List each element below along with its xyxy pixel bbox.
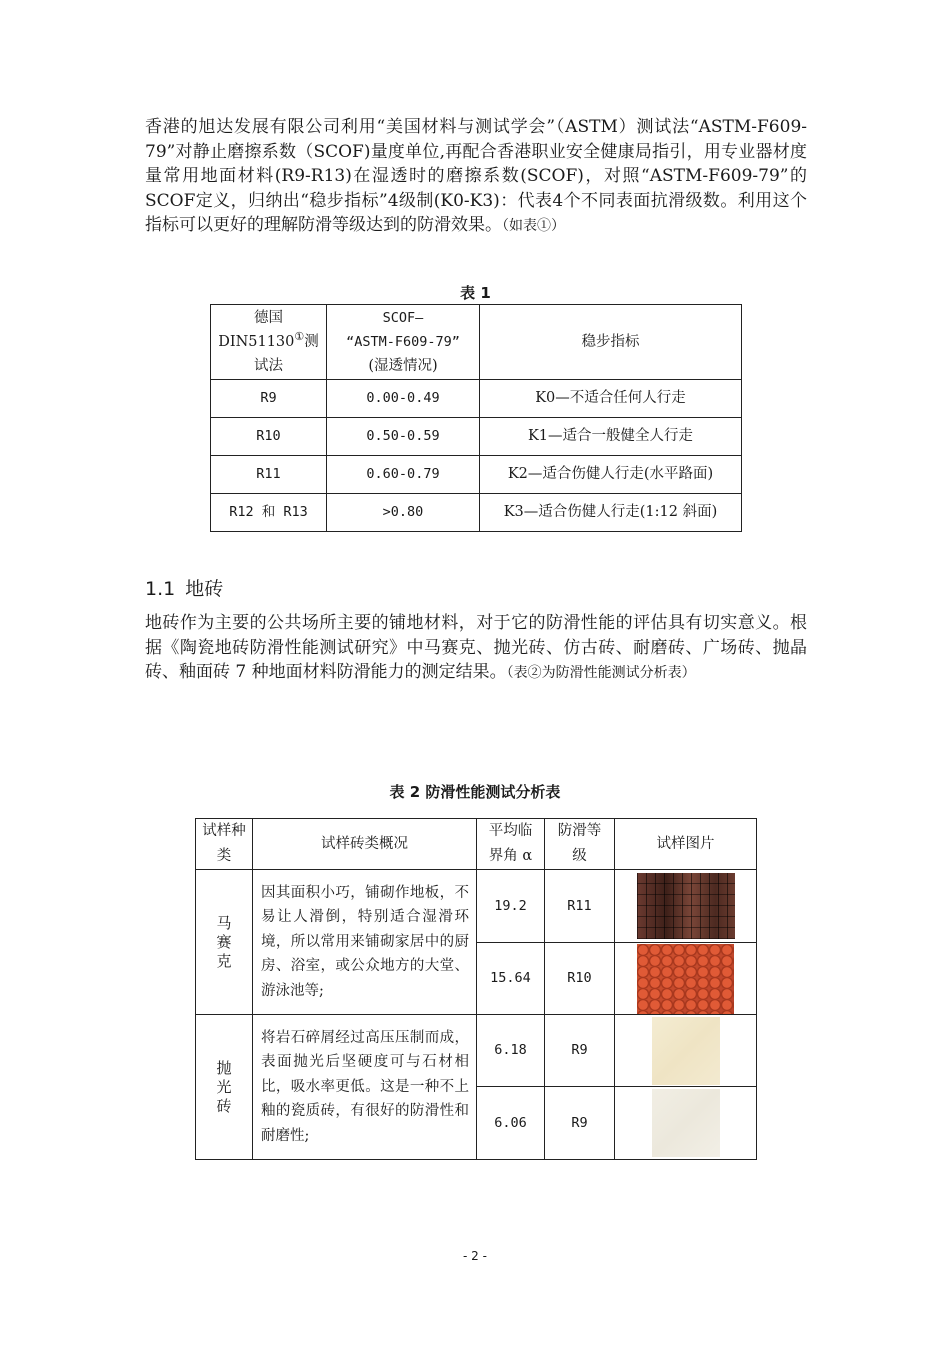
din-cell: R10 <box>211 418 327 456</box>
intro-text: 香港的旭达发展有限公司利用“美国材料与测试学会”（ASTM）测试法“ASTM-F609-79”对静止磨擦系数（SCOF)量度单位,再配合香港职业安全健康局指引，用专业器材度量常用地面材料(R9-R13)在湿透时的磨擦系数(SCOF)，对照“ASTM-F609-79”的SCOF定义，归纳出“稳步指标”4级制(K0-K3)：代表4个不同表面抗滑级数。利用这个指标可以更好的理解防滑等级达到的防滑效果。 <box>145 117 807 235</box>
grade-cell: R11 <box>545 870 615 943</box>
din-cell: R12 和 R13 <box>211 494 327 532</box>
desc-cell: 将岩石碎屑经过高压压制而成，表面抛光后坚硬度可与石材相比，吸水率更低。这是一种不上釉的瓷质砖，有很好的防滑性和耐磨性; <box>253 1015 477 1160</box>
scof-cell: 0.50-0.59 <box>327 418 480 456</box>
table2-header-grade: 防滑等级 <box>545 819 615 870</box>
table2-header-image: 试样图片 <box>615 819 757 870</box>
table2-caption: 表 2 防滑性能测试分析表 <box>389 783 561 801</box>
index-cell: K1—适合一般健全人行走 <box>480 418 742 456</box>
din-header-part1: 德国DIN51130 <box>218 310 295 350</box>
desc-cell: 因其面积小巧，铺砌作地板，不易让人滑倒，特别适合湿滑环境，所以常用来铺砌家居中的厨房、浴室，或公众地方的大堂、游泳池等; <box>253 870 477 1015</box>
grade-cell: R9 <box>545 1015 615 1087</box>
din-cell: R9 <box>211 380 327 418</box>
table2-header-type: 试样种类 <box>196 819 253 870</box>
tile-note: （表②为防滑性能测试分析表） <box>506 665 696 681</box>
white-polished-tile-image <box>652 1089 720 1157</box>
tile-text: 地砖作为主要的公共场所主要的铺地材料，对于它的防滑性能的评估具有切实意义。根据《陶瓷地砖防滑性能测试研究》中马赛克、抛光砖、仿古砖、耐磨砖、广场砖、抛晶砖、釉面砖 7 种地面材料防滑能力的测定结果。 <box>145 613 807 682</box>
image-cell <box>615 1015 757 1087</box>
intro-note: （如表①） <box>502 218 565 234</box>
tile-paragraph <box>145 611 807 686</box>
type-label: 马赛克 <box>216 913 232 970</box>
scof-header-line1: SCOF— <box>382 310 424 326</box>
index-cell: K2—适合伤健人行走(水平路面) <box>480 456 742 494</box>
angle-cell: 6.18 <box>477 1015 545 1087</box>
table1-header-scof <box>327 305 480 380</box>
din-cell: R11 <box>211 456 327 494</box>
scof-header-line3: (湿透情况) <box>368 358 438 374</box>
brown-mosaic-tile-image <box>637 873 735 939</box>
scof-cell: >0.80 <box>327 494 480 532</box>
slip-test-analysis-table <box>195 818 757 1160</box>
type-cell <box>196 1015 253 1160</box>
orange-hexagon-mosaic-tile-image <box>637 944 734 1014</box>
scof-cell: 0.00-0.49 <box>327 380 480 418</box>
angle-cell: 6.06 <box>477 1087 545 1160</box>
grade-cell: R9 <box>545 1087 615 1160</box>
table-row <box>196 870 757 943</box>
table2-header-row <box>196 819 757 870</box>
index-cell: K0—不适合任何人行走 <box>480 380 742 418</box>
table-row <box>211 418 742 456</box>
type-label: 抛光砖 <box>216 1058 232 1115</box>
table-row <box>196 1015 757 1087</box>
footnote-marker: ① <box>294 330 305 344</box>
table1-header-index: 稳步指标 <box>480 305 742 380</box>
image-cell <box>615 1087 757 1160</box>
image-cell <box>615 870 757 943</box>
din-header-part2: 测试法 <box>254 334 319 374</box>
table-row <box>211 494 742 532</box>
index-cell: K3—适合伤健人行走(1:12 斜面) <box>480 494 742 532</box>
table2-header-angle: 平均临界角 α <box>477 819 545 870</box>
image-cell <box>615 943 757 1015</box>
angle-cell: 15.64 <box>477 943 545 1015</box>
grade-cell: R10 <box>545 943 615 1015</box>
section-title: 地砖 <box>185 578 224 600</box>
anti-slip-index-table <box>210 304 742 532</box>
table-row <box>211 380 742 418</box>
scof-header-line2: “ASTM-F609-79” <box>346 334 460 350</box>
section-heading <box>145 574 223 601</box>
intro-paragraph <box>145 115 807 239</box>
table1-header-din <box>211 305 327 380</box>
table1-header-row <box>211 305 742 380</box>
table1-caption: 表 1 <box>460 284 491 302</box>
table-row <box>211 456 742 494</box>
table2-header-desc: 试样砖类概况 <box>253 819 477 870</box>
angle-cell: 19.2 <box>477 870 545 943</box>
cream-polished-tile-image <box>652 1017 720 1085</box>
section-number: 1.1 <box>145 578 176 600</box>
page-number: - 2 - <box>463 1249 487 1263</box>
scof-cell: 0.60-0.79 <box>327 456 480 494</box>
type-cell <box>196 870 253 1015</box>
